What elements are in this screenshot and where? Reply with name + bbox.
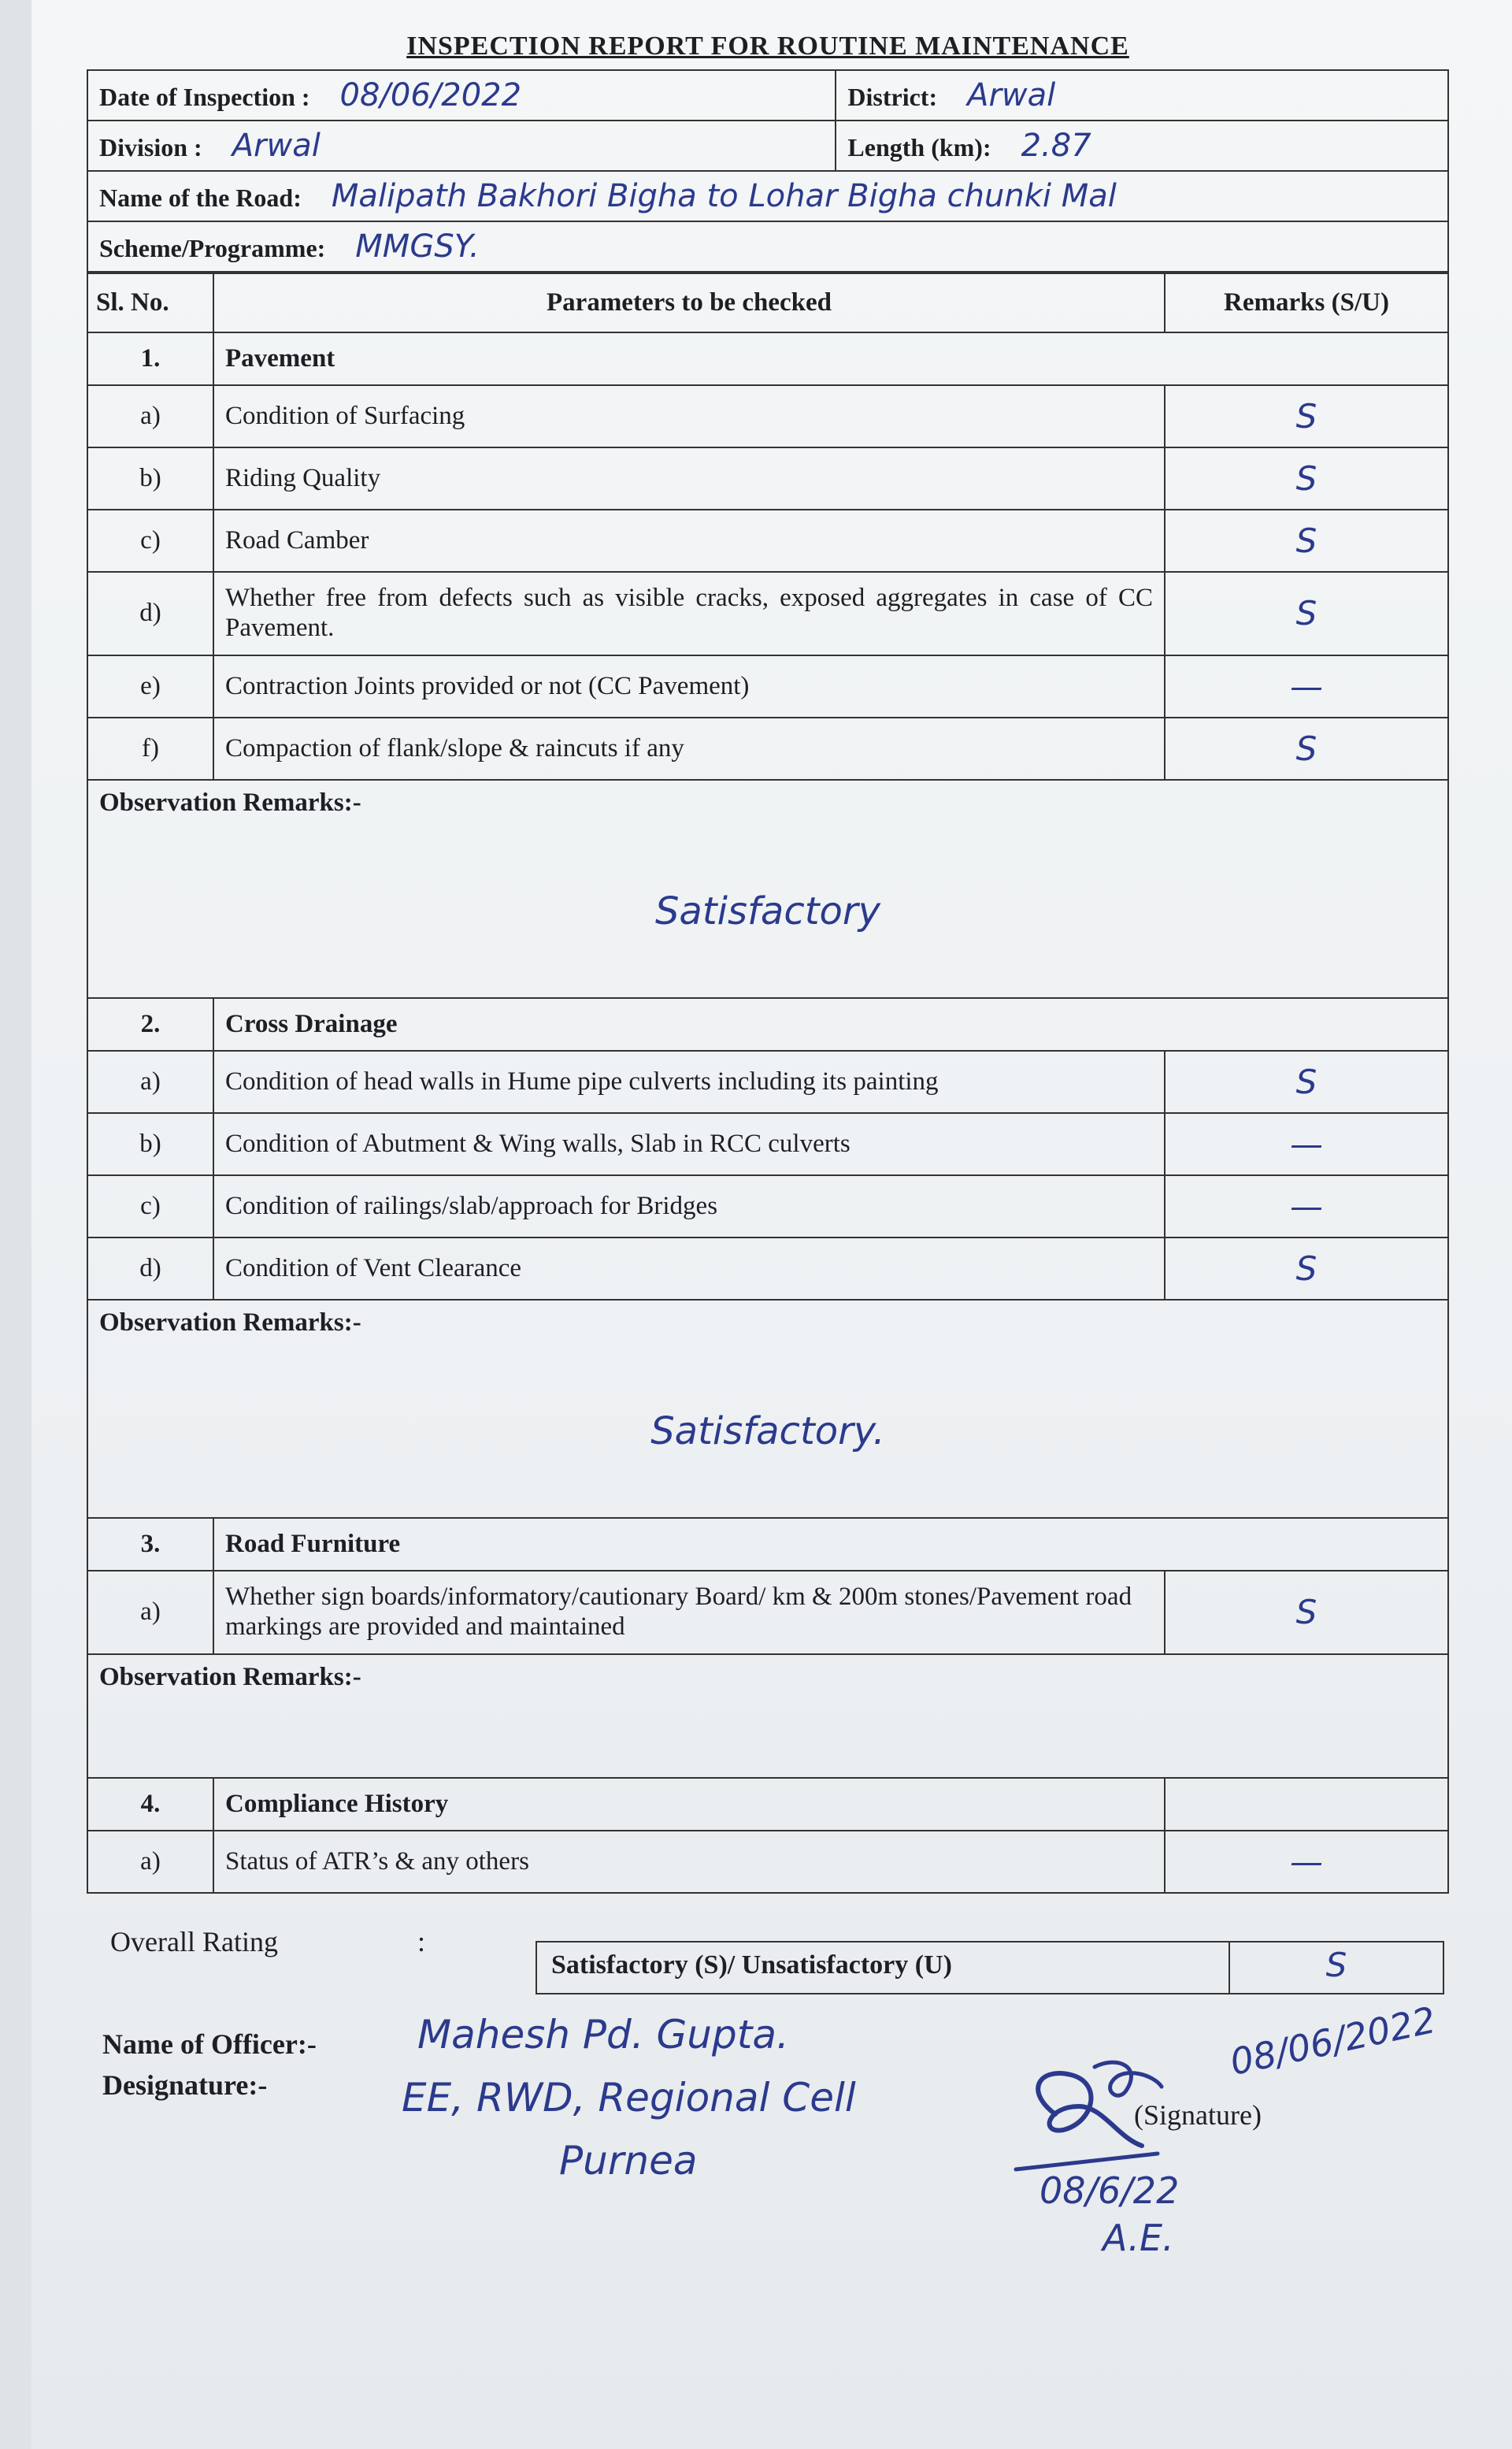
item-text: Compaction of flank/slope & raincuts if any xyxy=(213,718,1165,780)
date-label: Date of Inspection : xyxy=(99,83,310,111)
item-remark xyxy=(1165,655,1448,718)
observation-row xyxy=(87,780,1448,826)
scheme-cell xyxy=(87,221,1448,272)
section-furniture-row xyxy=(87,1518,1448,1571)
table-row xyxy=(87,572,1448,655)
table-row xyxy=(87,1571,1448,1654)
section-remark-empty xyxy=(1165,1778,1448,1831)
date-value: 08/06/2022 xyxy=(339,77,522,113)
item-sl: f) xyxy=(87,718,213,780)
item-remark xyxy=(1165,510,1448,572)
remark-value: S xyxy=(1295,521,1317,560)
item-text: Condition of railings/slab/approach for Bridges xyxy=(213,1175,1165,1237)
item-remark xyxy=(1165,572,1448,655)
observation-body-row xyxy=(87,1700,1448,1778)
signature-date: 08/06/2022 xyxy=(1226,1998,1440,2084)
item-text: Status of ATR’s & any others xyxy=(213,1831,1165,1893)
section-drainage-row xyxy=(87,998,1448,1051)
district-label: District: xyxy=(847,83,938,111)
item-sl: d) xyxy=(87,1237,213,1300)
remark-value: — xyxy=(1290,666,1323,706)
remark-value: S xyxy=(1295,397,1317,436)
remark-value: S xyxy=(1295,1249,1317,1288)
item-text: Condition of Abutment & Wing walls, Slab in RCC culverts xyxy=(213,1113,1165,1175)
item-text: Condition of Vent Clearance xyxy=(213,1237,1165,1300)
item-sl: a) xyxy=(87,385,213,447)
observation-body xyxy=(87,1700,1448,1778)
col-params-header: Parameters to be checked xyxy=(213,273,1165,332)
length-cell xyxy=(836,121,1448,171)
item-text: Contraction Joints provided or not (CC Pavement) xyxy=(213,655,1165,718)
item-remark xyxy=(1165,385,1448,447)
remark-value: S xyxy=(1295,729,1317,768)
road-value: Malipath Bakhori Bigha to Lohar Bigha chunki Mal xyxy=(331,178,1117,214)
section-number: 1. xyxy=(87,332,213,385)
table-row xyxy=(87,1831,1448,1893)
remark-value: S xyxy=(1295,594,1317,633)
remark-value: — xyxy=(1290,1124,1323,1163)
table-row xyxy=(87,1175,1448,1237)
col-remarks-header: Remarks (S/U) xyxy=(1165,273,1448,332)
officer-name-value: Mahesh Pd. Gupta. xyxy=(417,2011,789,2058)
officer-name-label: Name of Officer:- xyxy=(102,2028,317,2060)
header-row-scheme xyxy=(87,221,1448,272)
item-sl: e) xyxy=(87,655,213,718)
remark-value: S xyxy=(1295,1062,1317,1101)
scheme-value: MMGSY. xyxy=(355,228,480,265)
table-row xyxy=(87,1237,1448,1300)
section-number: 2. xyxy=(87,998,213,1051)
item-text: Condition of head walls in Hume pipe culverts including its painting xyxy=(213,1051,1165,1113)
item-sl: b) xyxy=(87,1113,213,1175)
overall-value: S xyxy=(1325,1945,1347,1984)
table-row xyxy=(87,447,1448,510)
inspection-report xyxy=(87,32,1449,2343)
remark-value: — xyxy=(1290,1186,1323,1226)
observation-label: Observation Remarks:- xyxy=(87,1654,1448,1700)
remark-value: — xyxy=(1290,1842,1323,1881)
table-row xyxy=(87,510,1448,572)
district-cell xyxy=(836,70,1448,121)
report-title: INSPECTION REPORT FOR ROUTINE MAINTENANCE xyxy=(406,32,1129,61)
item-sl: a) xyxy=(87,1831,213,1893)
observation-body xyxy=(87,1345,1448,1518)
section-title: Road Furniture xyxy=(213,1518,1448,1571)
observation-value: Satisfactory xyxy=(654,889,881,933)
item-remark xyxy=(1165,447,1448,510)
col-sl-header: Sl. No. xyxy=(87,273,213,332)
item-remark xyxy=(1165,1831,1448,1893)
observation-body-row xyxy=(87,1345,1448,1518)
signature-date-2: 08/6/22 xyxy=(1040,2169,1180,2212)
item-remark xyxy=(1165,1051,1448,1113)
table-row xyxy=(87,718,1448,780)
observation-body xyxy=(87,826,1448,998)
observation-label: Observation Remarks:- xyxy=(87,780,1448,826)
remark-value: S xyxy=(1295,459,1317,498)
officer-block xyxy=(87,1998,1449,2343)
overall-box xyxy=(536,1941,1444,1994)
scheme-label: Scheme/Programme: xyxy=(99,234,326,262)
designation-label: Designature:- xyxy=(102,2069,268,2101)
road-cell xyxy=(87,171,1448,221)
item-text: Road Camber xyxy=(213,510,1165,572)
table-row xyxy=(87,1113,1448,1175)
overall-colon: : xyxy=(417,1925,426,1957)
division-value: Arwal xyxy=(232,128,321,164)
table-row xyxy=(87,655,1448,718)
observation-value: Satisfactory. xyxy=(650,1408,885,1453)
length-label: Length (km): xyxy=(847,133,991,161)
section-title: Pavement xyxy=(213,332,1448,385)
observation-row xyxy=(87,1654,1448,1700)
item-sl: a) xyxy=(87,1571,213,1654)
section-number: 3. xyxy=(87,1518,213,1571)
document-page xyxy=(32,0,1512,2449)
observation-body-row xyxy=(87,826,1448,998)
section-title: Cross Drainage xyxy=(213,998,1448,1051)
header-row-division xyxy=(87,121,1448,171)
table-row xyxy=(87,1051,1448,1113)
item-text: Whether free from defects such as visible cracks, exposed aggregates in case of CC Pavement. xyxy=(213,572,1165,655)
item-text: Riding Quality xyxy=(213,447,1165,510)
section-title: Compliance History xyxy=(213,1778,1165,1831)
overall-label: Overall Rating xyxy=(110,1925,278,1957)
overall-box-text: Satisfactory (S)/ Unsatisfactory (U) xyxy=(537,1943,1230,1993)
section-number: 4. xyxy=(87,1778,213,1831)
parameters-table xyxy=(87,273,1449,1894)
item-text: Condition of Surfacing xyxy=(213,385,1165,447)
section-compliance-row xyxy=(87,1778,1448,1831)
remark-value: S xyxy=(1295,1593,1317,1632)
designation-value-line1: EE, RWD, Regional Cell xyxy=(402,2074,856,2121)
header-table xyxy=(87,69,1449,273)
header-row-date xyxy=(87,70,1448,121)
item-remark xyxy=(1165,1113,1448,1175)
division-cell xyxy=(87,121,836,171)
table-row xyxy=(87,385,1448,447)
item-sl: a) xyxy=(87,1051,213,1113)
observation-label: Observation Remarks:- xyxy=(87,1300,1448,1345)
item-remark xyxy=(1165,718,1448,780)
column-header-row xyxy=(87,273,1448,332)
designation-value-line2: Purnea xyxy=(559,2137,698,2184)
header-row-road xyxy=(87,171,1448,221)
item-sl: c) xyxy=(87,510,213,572)
district-value: Arwal xyxy=(967,77,1056,113)
item-remark xyxy=(1165,1237,1448,1300)
date-cell xyxy=(87,70,836,121)
road-label: Name of the Road: xyxy=(99,184,302,212)
signature-label: (Signature) xyxy=(1134,2098,1262,2131)
item-text: Whether sign boards/informatory/cautionary Board/ km & 200m stones/Pavement road markings are provided and maintained xyxy=(213,1571,1165,1654)
signature-role: A.E. xyxy=(1102,2216,1174,2259)
observation-row xyxy=(87,1300,1448,1345)
overall-rating xyxy=(87,1917,1449,1984)
overall-value-cell xyxy=(1230,1943,1443,1993)
item-remark xyxy=(1165,1175,1448,1237)
item-sl: c) xyxy=(87,1175,213,1237)
item-sl: b) xyxy=(87,447,213,510)
section-pavement-row xyxy=(87,332,1448,385)
item-sl: d) xyxy=(87,572,213,655)
division-label: Division : xyxy=(99,133,202,161)
item-remark xyxy=(1165,1571,1448,1654)
length-value: 2.87 xyxy=(1021,128,1091,164)
